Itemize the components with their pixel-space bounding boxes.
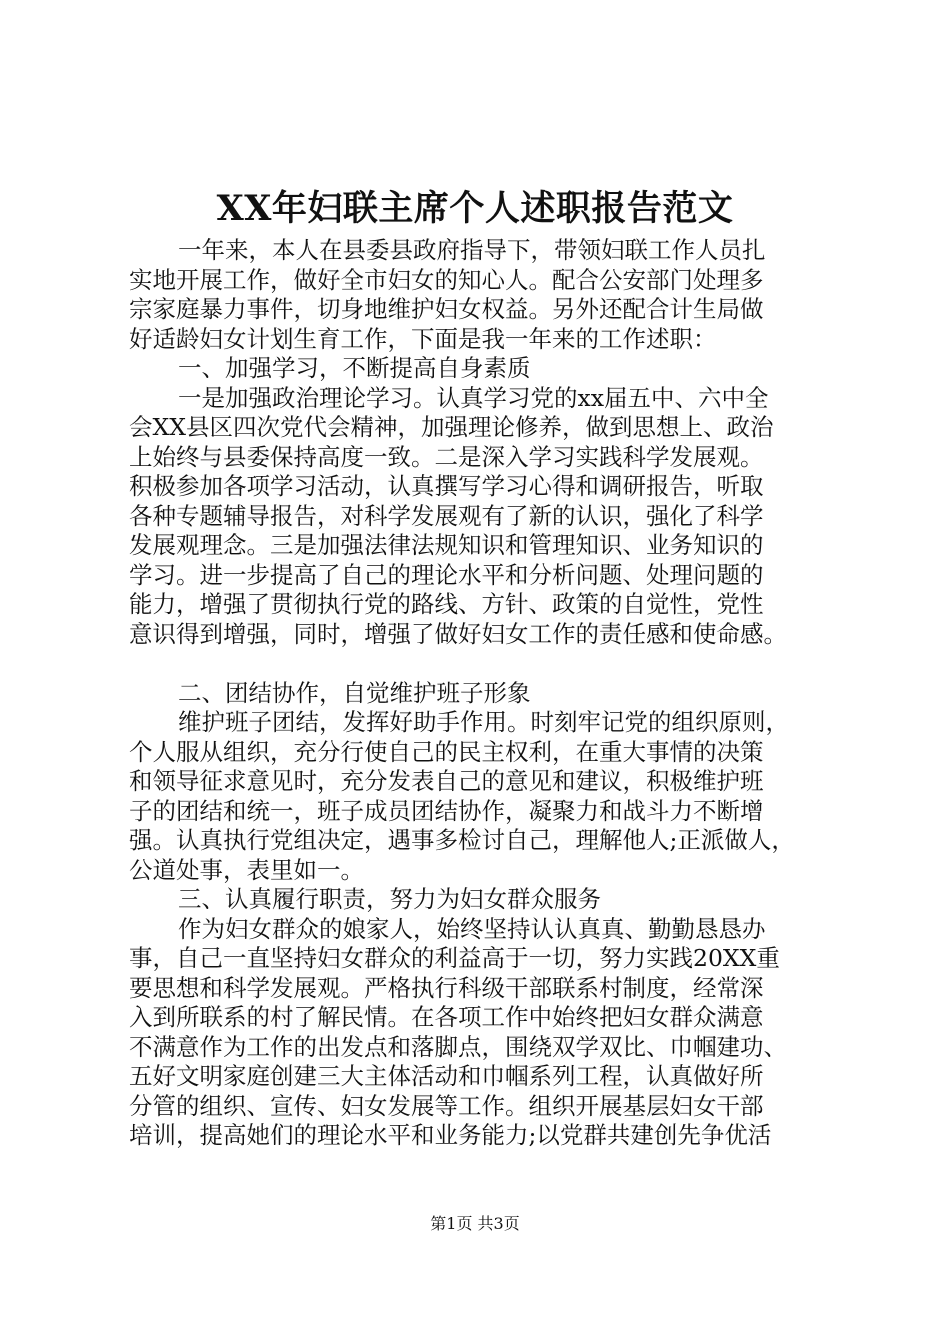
body-line: 事，自己一直坚持妇女群众的利益高于一切，努力实践20XX重 [129, 944, 780, 972]
body-line: 不满意作为工作的出发点和落脚点，围绕双学双比、巾帼建功、 [129, 1032, 787, 1061]
body-line: 发展观理念。三是加强法律法规知识和管理知识、业务知识的 [129, 531, 764, 559]
body-line: 五好文明家庭创建三大主体活动和巾帼系列工程，认真做好所 [129, 1062, 764, 1090]
body-line: 分管的组织、宣传、妇女发展等工作。组织开展基层妇女干部 [129, 1091, 764, 1120]
body-line: 入到所联系的村了解民情。在各项工作中始终把妇女群众满意 [129, 1003, 764, 1031]
document-body [129, 236, 829, 1151]
body-line: 会XX县区四次党代会精神，加强理论修养，做到思想上、政治 [129, 413, 774, 441]
blank-line [129, 649, 829, 679]
body-line: 培训，提高她们的理论水平和业务能力;以党群共建创先争优活 [129, 1121, 772, 1149]
body-line: 好适龄妇女计划生育工作，下面是我一年来的工作述职： [129, 324, 717, 353]
body-line: 子的团结和统一，班子成员团结协作，凝聚力和战斗力不断增 [129, 796, 764, 825]
body-line: 作为妇女群众的娘家人，始终坚持认认真真、勤勤恳恳办 [178, 914, 766, 943]
body-line: 学习。进一步提高了自己的理论水平和分析问题、处理问题的 [129, 560, 764, 589]
body-line: 实地开展工作，做好全市妇女的知心人。配合公安部门处理多 [129, 265, 764, 294]
page-footer: 第1页 共3页 [430, 1214, 520, 1233]
body-line: 公道处事，表里如一。 [129, 855, 364, 884]
body-line: 一是加强政治理论学习。认真学习党的xx届五中、六中全 [178, 383, 769, 412]
body-line: 和领导征求意见时，充分发表自己的意见和建议，积极维护班 [129, 767, 764, 795]
body-line: 宗家庭暴力事件，切身地维护妇女权益。另外还配合计生局做 [129, 295, 764, 323]
body-line: 能力，增强了贯彻执行党的路线、方针、政策的自觉性，党性 [129, 590, 764, 618]
body-line: 三、认真履行职责，努力为妇女群众服务 [178, 885, 601, 913]
body-line: 各种专题辅导报告，对科学发展观有了新的认识，强化了科学 [129, 501, 764, 530]
body-line: 积极参加各项学习活动，认真撰写学习心得和调研报告，听取 [129, 472, 764, 500]
body-line: 意识得到增强，同时，增强了做好妇女工作的责任感和使命感。 [129, 619, 787, 648]
body-line: 二、团结协作，自觉维护班子形象 [178, 678, 531, 707]
body-line: 强。认真执行党组决定，遇事多检讨自己，理解他人;正派做人， [129, 826, 795, 854]
body-line: 一、加强学习，不断提高自身素质 [178, 354, 531, 382]
body-line: 维护班子团结，发挥好助手作用。时刻牢记党的组织原则， [178, 708, 789, 736]
body-line: 个人服从组织，充分行使自己的民主权利，在重大事情的决策 [129, 737, 764, 766]
body-line: 一年来，本人在县委县政府指导下，带领妇联工作人员扎 [178, 236, 766, 264]
document-title: XX年妇联主席个人述职报告范文 [216, 188, 734, 229]
body-line: 上始终与县委保持高度一致。二是深入学习实践科学发展观。 [129, 442, 764, 471]
body-line: 要思想和科学发展观。严格执行科级干部联系村制度，经常深 [129, 973, 764, 1002]
